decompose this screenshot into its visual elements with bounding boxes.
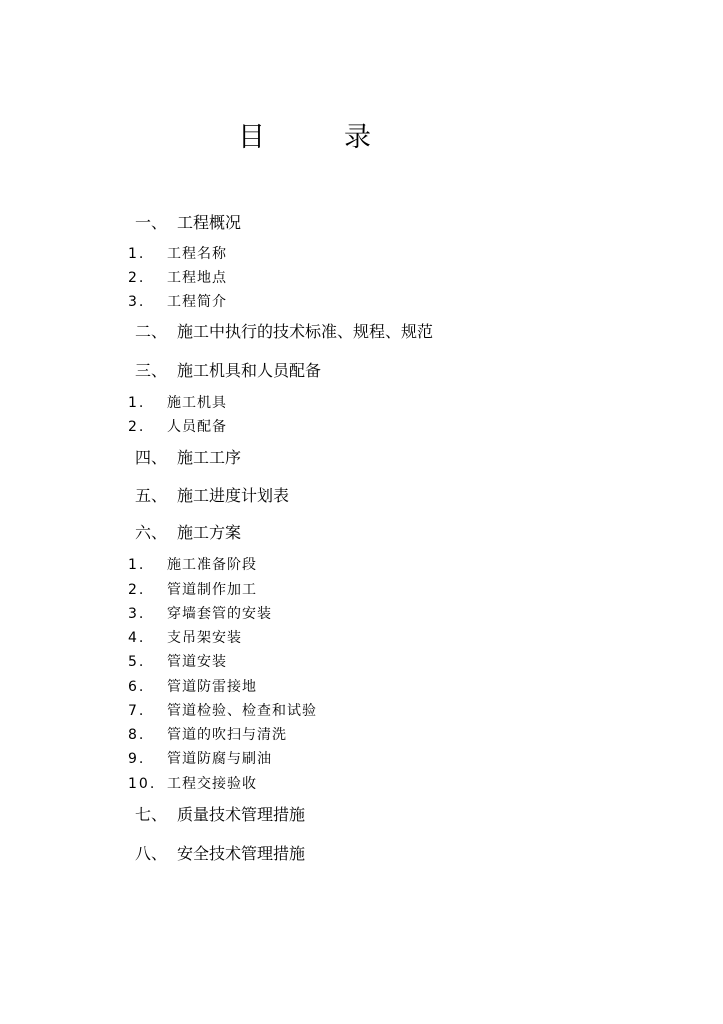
toc-text: 安全技术管理措施 bbox=[177, 844, 306, 863]
toc-text: 穿墙套管的安装 bbox=[167, 606, 272, 622]
toc-text: 质量技术管理措施 bbox=[177, 805, 306, 824]
toc-text: 施工机具 bbox=[167, 395, 227, 411]
toc-text: 管道检验、检查和试验 bbox=[167, 703, 317, 719]
toc-number: 3. bbox=[128, 606, 146, 622]
toc-number: 六、 bbox=[135, 523, 168, 542]
toc-number: 7. bbox=[128, 703, 146, 719]
toc-number: 2. bbox=[128, 419, 146, 435]
toc-text: 管道制作加工 bbox=[167, 582, 257, 598]
toc-text: 施工准备阶段 bbox=[167, 557, 257, 573]
toc-number: 1. bbox=[128, 557, 146, 573]
toc-number: 1. bbox=[128, 395, 146, 411]
title-char-1: 目 bbox=[238, 122, 265, 153]
toc-text: 管道防雷接地 bbox=[167, 679, 257, 695]
title-char-2: 录 bbox=[344, 122, 371, 153]
toc-text: 管道的吹扫与清洗 bbox=[167, 727, 287, 743]
toc-number: 4. bbox=[128, 630, 146, 646]
toc-number: 一、 bbox=[135, 213, 168, 232]
toc-number: 2. bbox=[128, 270, 146, 286]
toc-text: 支吊架安装 bbox=[167, 630, 242, 646]
toc-number: 1. bbox=[128, 246, 146, 262]
toc-text: 施工方案 bbox=[177, 523, 242, 542]
toc-number: 9. bbox=[128, 751, 146, 767]
toc-number: 2. bbox=[128, 582, 146, 598]
toc-number: 8. bbox=[128, 727, 146, 743]
toc-text: 管道安装 bbox=[167, 654, 227, 670]
toc-text: 人员配备 bbox=[167, 419, 227, 435]
toc-text: 工程名称 bbox=[167, 246, 227, 262]
toc-text: 施工机具和人员配备 bbox=[177, 361, 322, 380]
toc-number: 三、 bbox=[135, 361, 168, 380]
toc-text: 施工中执行的技术标准、规程、规范 bbox=[177, 322, 434, 341]
toc-text: 工程地点 bbox=[167, 270, 227, 286]
toc-number: 八、 bbox=[135, 844, 168, 863]
toc-text: 施工进度计划表 bbox=[177, 486, 290, 505]
toc-text: 工程概况 bbox=[177, 213, 242, 232]
toc-number: 3. bbox=[128, 294, 146, 310]
toc-text: 工程简介 bbox=[167, 294, 227, 310]
toc-number: 七、 bbox=[135, 805, 168, 824]
toc-number: 五、 bbox=[135, 486, 168, 505]
page-title bbox=[0, 120, 723, 160]
toc-text: 工程交接验收 bbox=[167, 776, 257, 792]
toc-number: 5. bbox=[128, 654, 146, 670]
toc-text: 施工工序 bbox=[177, 448, 242, 467]
toc-number: 四、 bbox=[135, 448, 168, 467]
toc-number: 二、 bbox=[135, 322, 168, 341]
toc-number: 6. bbox=[128, 679, 146, 695]
toc-number: 10. bbox=[128, 776, 157, 792]
toc-text: 管道防腐与刷油 bbox=[167, 751, 272, 767]
